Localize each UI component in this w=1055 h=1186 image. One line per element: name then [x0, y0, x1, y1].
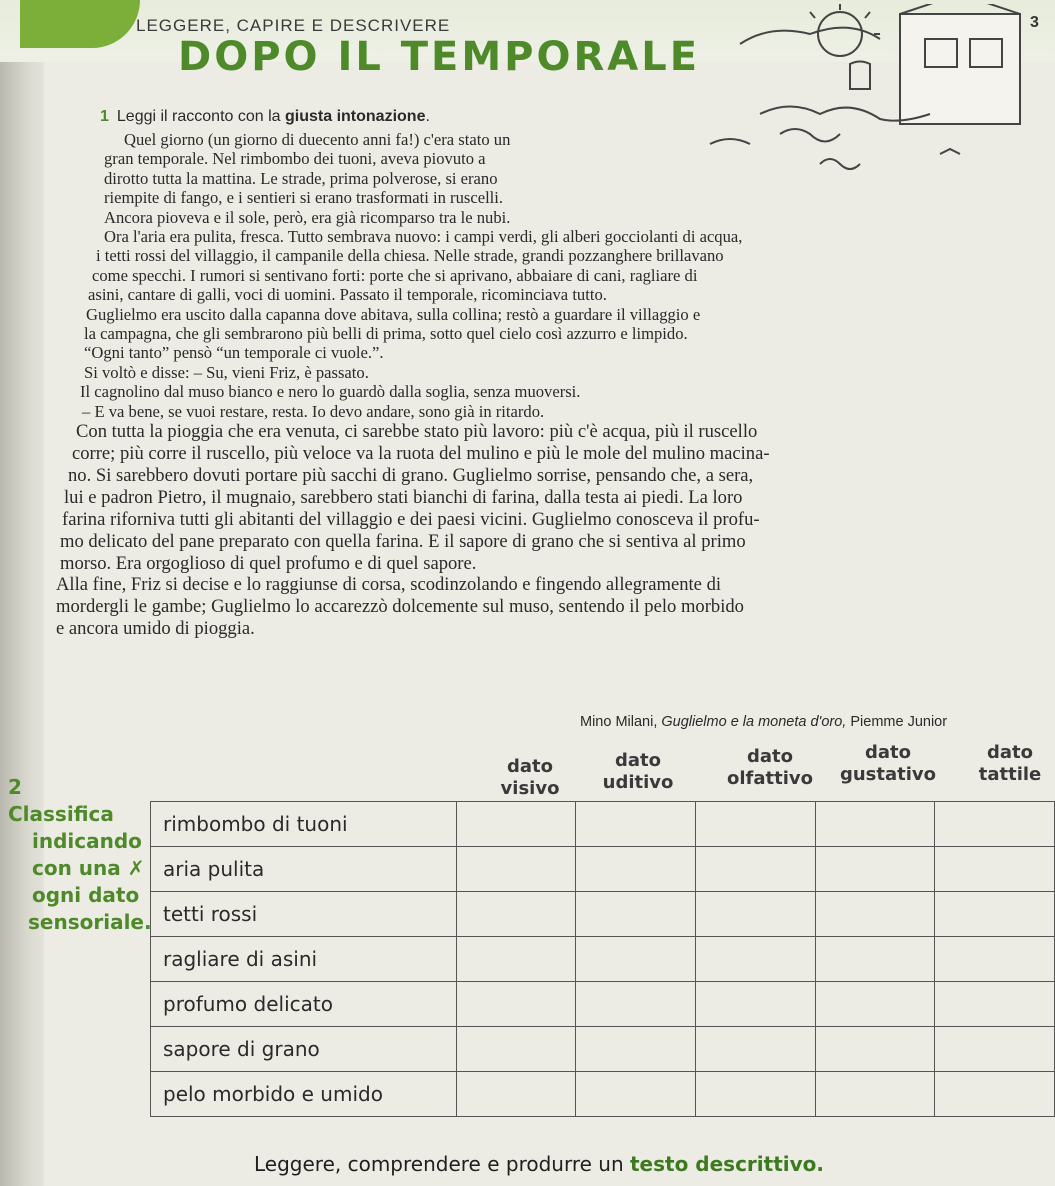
credit-publisher: Piemme Junior: [850, 714, 948, 730]
section-label: LEGGERE, CAPIRE E DESCRIVERE: [136, 16, 451, 35]
story-line: la campagna, che gli sembrarono più belli di prima, sotto quel cielo così azzurro e limpido.: [84, 324, 688, 344]
story-line: no. Si sarebbero dovuti portare più sacchi di grano. Guglielmo sorrise, pensando che, a sera,: [68, 464, 754, 486]
story-line: Guglielmo era uscito dalla capanna dove abitava, sulla collina; restò a guardare il villaggio e: [86, 304, 701, 324]
page-number: 3: [1030, 14, 1039, 31]
exercise-2-instruction: [8, 774, 152, 936]
checkbox-cell-tattile[interactable]: [935, 802, 1055, 847]
story-line: dirotto tutta la mattina. Le strade, prima polverose, si erano: [104, 168, 498, 188]
checkbox-cell-gustativo[interactable]: [815, 937, 935, 982]
instruction-line: ogni dato: [32, 883, 140, 907]
instruction-text-pre: Leggi il racconto con la: [116, 108, 281, 125]
story-line: “Ogni tanto” pensò “un temporale ci vuole.”.: [84, 343, 384, 363]
checkbox-cell-tattile[interactable]: [935, 937, 1055, 982]
table-row: [151, 1072, 1055, 1117]
instruction-line: indicando: [32, 829, 142, 853]
checkbox-cell-tattile[interactable]: [935, 1072, 1055, 1117]
checkbox-cell-olfattivo[interactable]: [696, 1027, 816, 1072]
checkbox-cell-olfattivo[interactable]: [696, 892, 816, 937]
page-title: DOPO IL TEMPORALE: [178, 34, 701, 80]
story-line: corre; più corre il ruscello, più veloce va la ruota del mulino e più le mole del mulino macina-: [72, 443, 770, 464]
checkbox-cell-tattile[interactable]: [935, 892, 1055, 937]
exercise-1-number: 1: [100, 108, 109, 125]
story-line: i tetti rossi del villaggio, il campanile della chiesa. Nelle strade, grandi pozzanghere brillavano: [96, 246, 724, 266]
column-header-uditivo: dato uditivo: [602, 750, 674, 793]
checkbox-cell-olfattivo[interactable]: [696, 847, 816, 892]
checkbox-cell-olfattivo[interactable]: [696, 802, 816, 847]
story-line: asini, cantare di galli, voci di uomini. Passato il temporale, ricominciava tutto.: [88, 285, 607, 305]
story-line: gran temporale. Nel rimbombo dei tuoni, aveva piovuto a: [104, 149, 486, 169]
checkbox-cell-visivo[interactable]: [456, 982, 576, 1027]
story-line: mordergli le gambe; Guglielmo lo accarezzò dolcemente sul muso, sentendo il pelo morbido: [56, 596, 744, 618]
checkbox-cell-gustativo[interactable]: [815, 847, 935, 892]
checkbox-cell-gustativo[interactable]: [815, 1072, 935, 1117]
story-line: Il cagnolino dal muso bianco e nero lo guardò dalla soglia, senza muoversi.: [80, 382, 581, 402]
checkbox-cell-uditivo[interactable]: [576, 802, 696, 847]
exercise-2-number: 2: [8, 775, 22, 799]
checkbox-cell-gustativo[interactable]: [815, 1027, 935, 1072]
checkbox-cell-tattile[interactable]: [935, 982, 1055, 1027]
row-label: aria pulita: [151, 847, 457, 892]
checkbox-cell-uditivo[interactable]: [576, 937, 696, 982]
story-line: – E va bene, se vuoi restare, resta. Io devo andare, sono già in ritardo.: [82, 401, 545, 421]
table-row: [151, 892, 1055, 937]
story-line: e ancora umido di pioggia.: [56, 618, 255, 640]
table-row: [151, 982, 1055, 1027]
story-line: Ora l'aria era pulita, fresca. Tutto sembrava nuovo: i campi verdi, gli alberi gocciolanti di acqua,: [104, 227, 743, 247]
checkbox-cell-tattile[interactable]: [935, 1027, 1055, 1072]
credit-book-title: Guglielmo e la moneta d'oro,: [661, 714, 847, 730]
column-header-olfattivo: dato olfattivo: [727, 746, 813, 789]
checkbox-cell-visivo[interactable]: [456, 892, 576, 937]
instruction-text-post: .: [425, 108, 430, 125]
checkbox-cell-olfattivo[interactable]: [696, 937, 816, 982]
story-text: [56, 130, 1050, 640]
checkbox-cell-uditivo[interactable]: [576, 847, 696, 892]
row-label: ragliare di asini: [151, 937, 457, 982]
story-line: Si voltò e disse: – Su, vieni Friz, è passato.: [84, 362, 369, 382]
column-header-visivo: dato visivo: [500, 756, 560, 799]
sensory-data-table: [150, 801, 1055, 1117]
page-margin-shadow: [0, 0, 44, 1186]
story-line: mo delicato del pane preparato con quella farina. E il sapore di grano che si sentiva al primo: [60, 530, 746, 552]
source-credit: [580, 714, 947, 730]
instruction-line: 2 Classifica: [8, 774, 152, 828]
checkbox-cell-olfattivo[interactable]: [696, 982, 816, 1027]
table-row: [151, 847, 1055, 892]
instruction-text-bold: giusta intonazione: [285, 108, 426, 125]
instruction-line: con una ✗: [32, 856, 145, 880]
row-label: profumo delicato: [151, 982, 457, 1027]
checkbox-cell-visivo[interactable]: [456, 847, 576, 892]
footer-bold: testo descrittivo.: [630, 1152, 825, 1176]
story-line: lui e padron Pietro, il mugnaio, sarebbero stati bianchi di farina, dalla testa ai piedi. La loro: [64, 486, 743, 508]
checkbox-cell-uditivo[interactable]: [576, 892, 696, 937]
story-line: riempite di fango, e i sentieri si erano trasformati in ruscelli.: [104, 188, 504, 208]
story-line: farina riforniva tutti gli abitanti del villaggio e dei paesi vicini. Guglielmo conosceva il profu-: [62, 508, 760, 530]
checkbox-cell-uditivo[interactable]: [576, 1027, 696, 1072]
credit-author: Mino Milani,: [580, 714, 658, 730]
table-row: [151, 802, 1055, 847]
story-line: Quel giorno (un giorno di duecento anni fa!) c'era stato un: [124, 130, 511, 149]
story-line: Ancora pioveva e il sole, però, era già ricomparso tra le nubi.: [104, 207, 511, 227]
checkbox-cell-uditivo[interactable]: [576, 982, 696, 1027]
table-row: [151, 1027, 1055, 1072]
exercise-1-instruction: [100, 108, 430, 126]
column-header-gustativo: dato gustativo: [839, 742, 937, 785]
instruction-line: sensoriale.: [28, 910, 152, 934]
table-row: [151, 937, 1055, 982]
checkbox-cell-gustativo[interactable]: [815, 982, 935, 1027]
story-line: morso. Era orgoglioso di quel profumo e di quel sapore.: [60, 552, 477, 574]
checkbox-cell-visivo[interactable]: [456, 802, 576, 847]
checkbox-cell-gustativo[interactable]: [815, 802, 935, 847]
checkbox-cell-olfattivo[interactable]: [696, 1072, 816, 1117]
checkbox-cell-visivo[interactable]: [456, 1027, 576, 1072]
column-header-tattile: dato tattile: [978, 742, 1042, 785]
row-label: tetti rossi: [151, 892, 457, 937]
checkbox-cell-visivo[interactable]: [456, 937, 576, 982]
row-label: rimbombo di tuoni: [151, 802, 457, 847]
checkbox-cell-visivo[interactable]: [456, 1072, 576, 1117]
footer-text: Leggere, comprendere e produrre un: [254, 1152, 624, 1176]
page-footer: [254, 1152, 824, 1176]
story-line: Con tutta la pioggia che era venuta, ci sarebbe stato più lavoro: più c'è acqua, più il ruscello: [76, 421, 758, 443]
checkbox-cell-uditivo[interactable]: [576, 1072, 696, 1117]
story-line: come specchi. I rumori si sentivano forti: porte che si aprivano, abbaiare di cani, ragliare di: [92, 265, 698, 285]
row-label: pelo morbido e umido: [151, 1072, 457, 1117]
story-line: Alla fine, Friz si decise e lo raggiunse di corsa, scodinzolando e fingendo allegramente di: [56, 574, 722, 596]
checkbox-cell-gustativo[interactable]: [815, 892, 935, 937]
checkbox-cell-tattile[interactable]: [935, 847, 1055, 892]
row-label: sapore di grano: [151, 1027, 457, 1072]
